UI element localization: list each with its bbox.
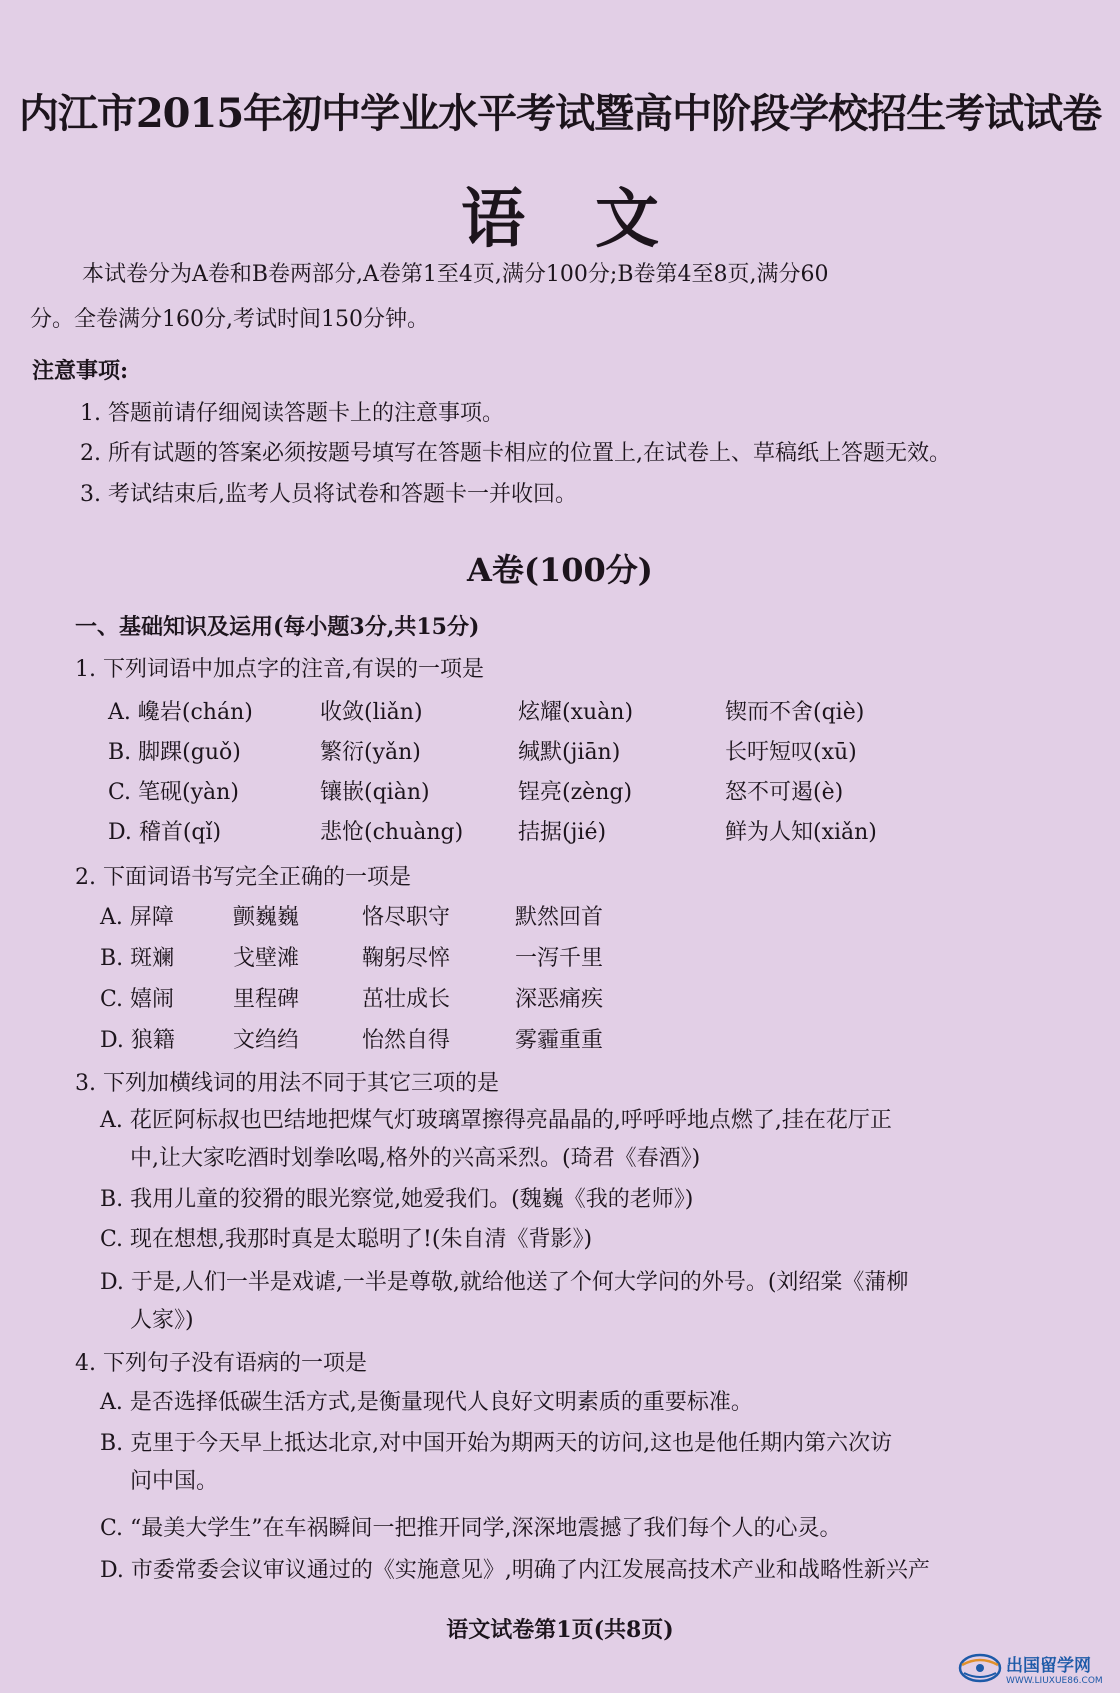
intro-paragraph	[30, 252, 1055, 342]
question-2-stem: 2. 下面词语书写完全正确的一项是	[75, 865, 411, 890]
q3-option-d-line2: 人家》)	[130, 1308, 194, 1333]
q4-option-b-line2: 问中国。	[130, 1469, 219, 1494]
q1-option-b-word3: 缄默(jiān)	[518, 740, 621, 765]
q1-option-b-word4: 长吁短叹(xū)	[725, 740, 857, 765]
intro-line-2: 分。全卷满分160分,考试时间150分钟。	[30, 307, 429, 332]
q1-option-a-word3: 炫耀(xuàn)	[518, 700, 634, 725]
q2-option-b-word2: 戈壁滩	[233, 946, 300, 971]
q1-option-c-word1: C. 笔砚(yàn)	[108, 780, 239, 805]
q1-option-c-word3: 锃亮(zèng)	[518, 780, 633, 805]
intro-line-1: 本试卷分为A卷和B卷两部分,A卷第1至4页,满分100分;B卷第4至8页,满分60	[82, 262, 829, 287]
q2-option-d-word3: 怡然自得	[362, 1028, 451, 1053]
note-item: 1. 答题前请仔细阅读答题卡上的注意事项。	[80, 401, 504, 426]
watermark-sub: WWW.LIUXUE86.COM	[1006, 1675, 1103, 1686]
q4-option-b-line1: B. 克里于今天早上抵达北京,对中国开始为期两天的访问,这也是他任期内第六次访	[100, 1431, 893, 1456]
note-item: 3. 考试结束后,监考人员将试卷和答题卡一并收回。	[80, 482, 577, 507]
question-3-stem: 3. 下列加横线词的用法不同于其它三项的是	[75, 1071, 499, 1096]
q2-option-b-word4: 一泻千里	[515, 946, 604, 971]
q4-option-d: D. 市委常委会议审议通过的《实施意见》,明确了内江发展高技术产业和战略性新兴产	[100, 1558, 930, 1583]
q1-option-b-word2: 繁衍(yǎn)	[320, 740, 421, 765]
notes-heading: 注意事项:	[32, 358, 129, 384]
q2-option-a-word3: 恪尽职守	[362, 905, 451, 930]
q2-option-c-word3: 茁壮成长	[362, 987, 451, 1012]
q2-option-d-word2: 文绉绉	[233, 1028, 300, 1053]
q1-option-d-word4: 鲜为人知(xiǎn)	[725, 820, 877, 845]
question-4-stem: 4. 下列句子没有语病的一项是	[75, 1351, 367, 1376]
q1-option-c-word4: 怒不可遏(è)	[725, 780, 844, 805]
watermark-text	[1006, 1651, 1103, 1686]
q4-option-a: A. 是否选择低碳生活方式,是衡量现代人良好文明素质的重要标准。	[100, 1390, 753, 1415]
q2-option-d-word1: D. 狼籍	[100, 1028, 175, 1053]
q3-option-d	[100, 1264, 1045, 1340]
q1-option-d-word2: 悲怆(chuàng)	[320, 820, 464, 845]
q3-option-a-line1: A. 花匠阿标叔也巴结地把煤气灯玻璃罩擦得亮晶晶的,呼呼呼地点燃了,挂在花厅正	[100, 1108, 892, 1133]
watermark	[958, 1647, 1118, 1689]
q2-option-b-word1: B. 斑斓	[100, 946, 175, 971]
q3-option-d-line1: D. 于是,人们一半是戏谑,一半是尊敬,就给他送了个何大学问的外号。(刘绍棠《蒲柳	[100, 1270, 909, 1295]
q3-option-c: C. 现在想想,我那时真是太聪明了!(朱自清《背影》)	[100, 1227, 593, 1252]
globe-logo-icon	[958, 1651, 1002, 1685]
question-1-stem: 1. 下列词语中加点字的注音,有误的一项是	[75, 657, 484, 682]
page-footer: 语文试卷第1页(共8页)	[446, 1617, 674, 1643]
part1-heading: 一、基础知识及运用(每小题3分,共15分)	[75, 614, 480, 640]
q1-option-a-word1: A. 巉岩(chán)	[108, 700, 253, 725]
note-item: 2. 所有试题的答案必须按题号填写在答题卡相应的位置上,在试卷上、草稿纸上答题无效。	[80, 441, 951, 466]
q1-option-a-word4: 锲而不舍(qiè)	[725, 700, 865, 725]
watermark-main: 出国留学网	[1006, 1655, 1091, 1676]
q2-option-a-word4: 默然回首	[515, 905, 604, 930]
q2-option-c-word4: 深恶痛疾	[515, 987, 604, 1012]
q1-option-b-word1: B. 脚踝(guǒ)	[108, 740, 241, 765]
q4-option-b	[100, 1425, 1045, 1501]
q1-option-d-word1: D. 稽首(qǐ)	[108, 820, 222, 845]
q3-option-a	[100, 1102, 1045, 1178]
q2-option-c-word2: 里程碑	[233, 987, 300, 1012]
q1-option-c-word2: 镶嵌(qiàn)	[320, 780, 430, 805]
q2-option-a-word2: 颤巍巍	[233, 905, 300, 930]
q1-option-d-word3: 拮据(jié)	[518, 820, 607, 845]
exam-title: 内江市2015年初中学业水平考试暨高中阶段学校招生考试试卷	[18, 90, 1102, 137]
q2-option-d-word4: 雾霾重重	[515, 1028, 604, 1053]
q2-option-a-word1: A. 屏障	[100, 905, 174, 930]
q4-option-c: C. “最美大学生”在车祸瞬间一把推开同学,深深地震撼了我们每个人的心灵。	[100, 1516, 842, 1541]
q2-option-b-word3: 鞠躬尽悴	[362, 946, 451, 971]
section-a-heading: A卷(100分)	[467, 551, 653, 589]
q3-option-a-line2: 中,让大家吃酒时划拳吆喝,格外的兴高采烈。(琦君《春酒》)	[130, 1146, 701, 1171]
q1-option-a-word2: 收敛(liǎn)	[320, 700, 423, 725]
q2-option-c-word1: C. 嬉闹	[100, 987, 175, 1012]
q3-option-b: B. 我用儿童的狡猾的眼光察觉,她爱我们。(魏巍《我的老师》)	[100, 1187, 694, 1212]
subject-title: 语文	[461, 182, 729, 257]
